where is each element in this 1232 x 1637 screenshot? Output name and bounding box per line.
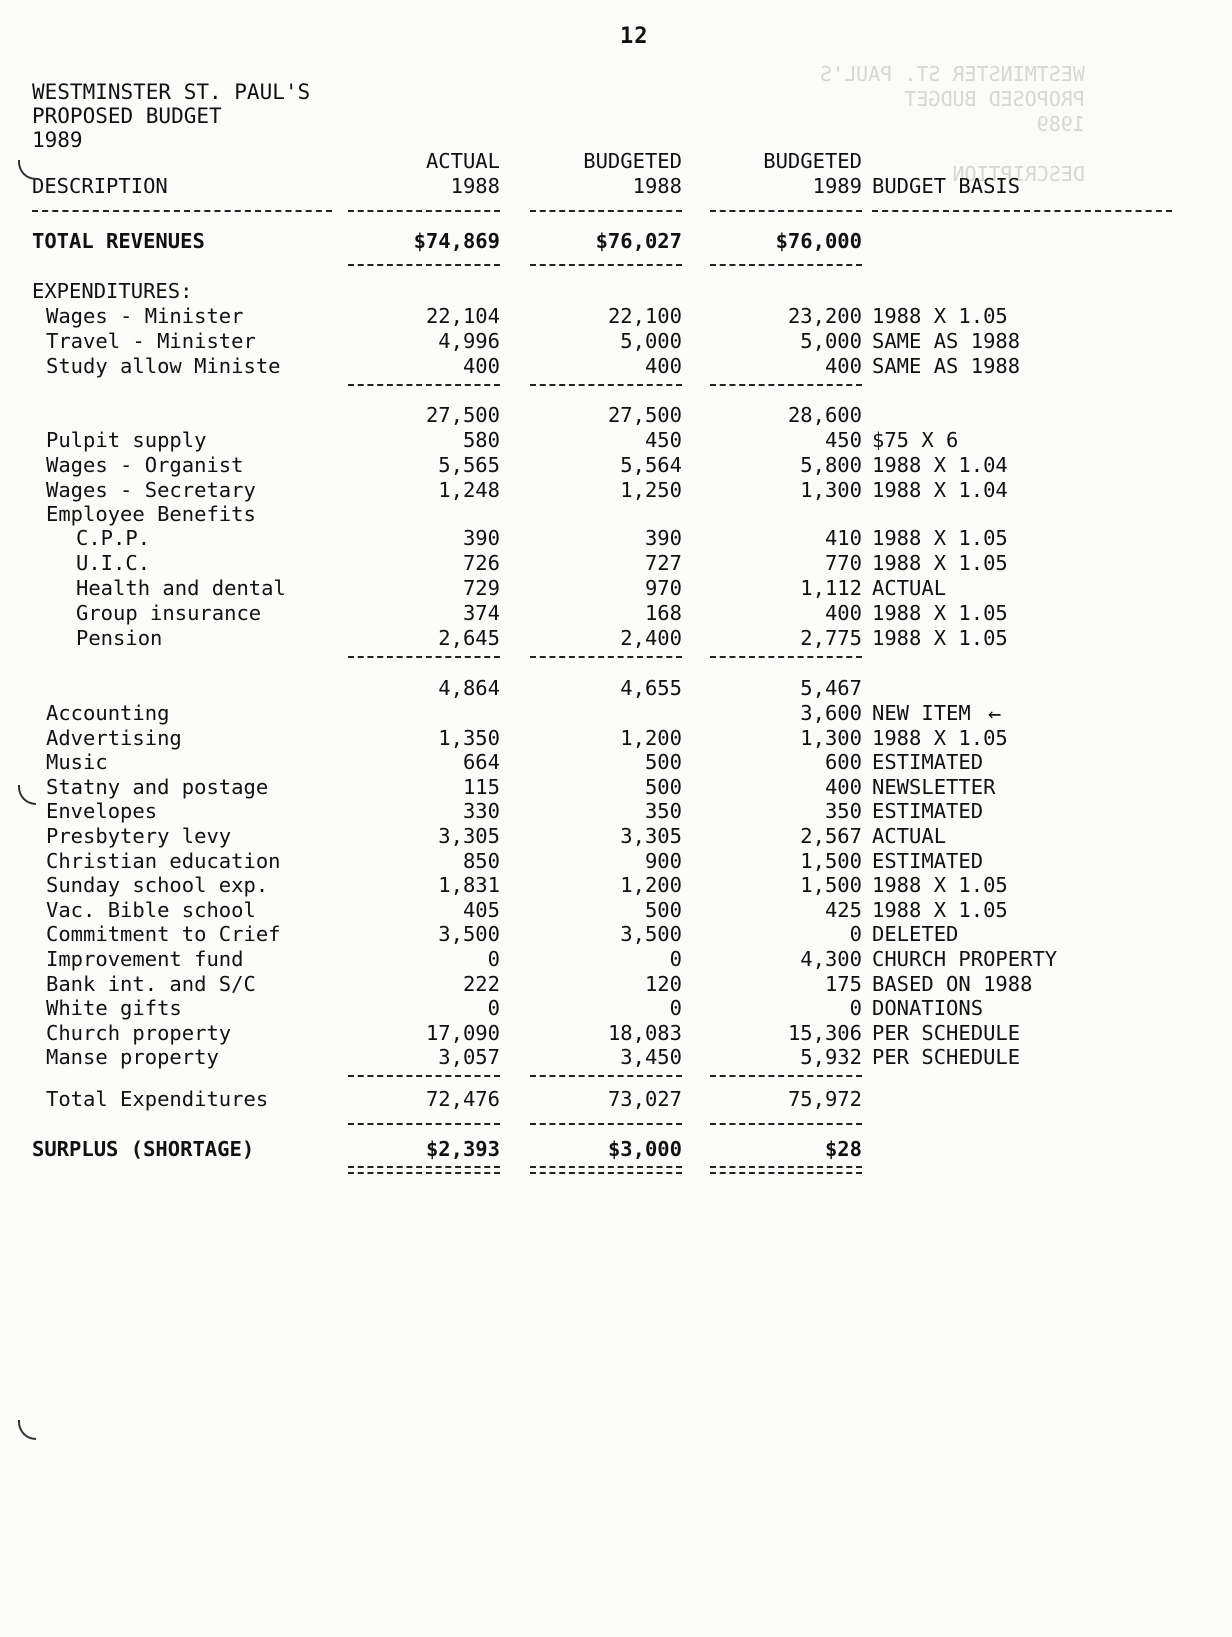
table-row	[0, 749, 1232, 775]
table-row	[0, 477, 1232, 503]
subtotal-actual-1988: 27,500	[425, 403, 500, 427]
row-actual-1988: 729	[462, 576, 500, 600]
row-label: Group insurance	[76, 601, 262, 625]
rule	[710, 656, 862, 658]
surplus-actual-1988: $2,393	[425, 1137, 500, 1161]
row-budgeted-1989: 770	[824, 551, 862, 575]
total-expenditures-label: Total Expenditures	[46, 1087, 269, 1111]
row-basis: PER SCHEDULE	[872, 1020, 1021, 1045]
row-label: Study allow Ministe	[46, 354, 281, 378]
row-actual-1988: 3,305	[438, 824, 500, 848]
row-budgeted-1988: 18,083	[607, 1020, 682, 1045]
row-actual-1988: 2,645	[438, 626, 500, 650]
total-revenues-row	[0, 228, 1232, 254]
subtotal-budgeted-1988: 4,655	[620, 676, 682, 700]
table-row	[0, 525, 1232, 551]
table-row	[0, 575, 1232, 601]
rule	[710, 264, 862, 266]
row-label: Church property	[46, 1020, 232, 1045]
rule	[710, 384, 862, 386]
row-basis: 1988 X 1.04	[872, 453, 1008, 477]
row-label: U.I.C.	[76, 551, 151, 575]
row-basis: SAME AS 1988	[872, 329, 1021, 353]
row-basis: 1988 X 1.05	[872, 304, 1008, 328]
row-budgeted-1988: 390	[644, 526, 682, 550]
double-rule	[530, 1166, 682, 1168]
total-revenues-label: TOTAL REVENUES	[32, 229, 205, 253]
row-basis: 1988 X 1.05	[872, 873, 1008, 898]
double-rule	[348, 1166, 500, 1168]
total-revenues-budgeted-1989: $76,000	[775, 229, 862, 253]
row-label: Envelopes	[46, 799, 158, 824]
row-actual-1988: 17,090	[425, 1020, 500, 1045]
subtotal-budgeted-1989: 5,467	[800, 676, 862, 700]
rule	[530, 1075, 682, 1077]
row-actual-1988: 850	[462, 848, 500, 873]
header-rule-desc	[32, 210, 332, 212]
row-budgeted-1989: 1,500	[800, 848, 862, 873]
row-basis: PER SCHEDULE	[872, 1045, 1021, 1070]
row-actual-1988: 390	[462, 526, 500, 550]
surplus-budgeted-1989: $28	[824, 1137, 862, 1161]
table-row	[0, 427, 1232, 453]
row-budgeted-1989: 5,800	[800, 453, 862, 477]
row-actual-1988: 580	[462, 428, 500, 452]
left-arrow-icon: ←	[988, 702, 1002, 727]
row-actual-1988: 1,248	[438, 478, 500, 502]
header-church-name: WESTMINSTER ST. PAUL'S	[32, 80, 311, 104]
row-basis: ACTUAL	[872, 576, 947, 600]
row-basis: $75 X 6	[872, 428, 959, 452]
benefits-heading: Employee Benefits	[46, 502, 256, 526]
total-expenditures-actual-1988: 72,476	[425, 1087, 500, 1111]
row-budgeted-1989: 0	[849, 996, 862, 1021]
row-basis: 1988 X 1.05	[872, 725, 1008, 750]
col-budget-basis: BUDGET BASIS	[872, 174, 1021, 198]
row-basis: 1988 X 1.05	[872, 526, 1008, 550]
row-actual-1988: 1,831	[438, 873, 500, 898]
row-budgeted-1988: 0	[669, 947, 682, 971]
row-budgeted-1988: 1,250	[620, 478, 682, 502]
table-row	[0, 995, 1232, 1021]
row-basis: ESTIMATED	[872, 750, 984, 775]
total-expenditures-row	[0, 1086, 1232, 1112]
row-actual-1988: 222	[462, 971, 500, 996]
row-budgeted-1988: 3,500	[620, 922, 682, 947]
row-budgeted-1989: 400	[824, 774, 862, 799]
row-budgeted-1988: 500	[644, 750, 682, 775]
row-label: Presbytery levy	[46, 824, 232, 848]
row-actual-1988: 374	[462, 601, 500, 625]
table-row	[0, 452, 1232, 478]
row-label: Sunday school exp.	[46, 873, 269, 898]
row-budgeted-1989: 350	[824, 799, 862, 824]
rule	[530, 656, 682, 658]
rule	[530, 1123, 682, 1125]
subtotal-actual-1988: 4,864	[438, 676, 500, 700]
rule	[530, 384, 682, 386]
row-basis: 1988 X 1.04	[872, 478, 1008, 502]
row-budgeted-1989: 4,300	[800, 947, 862, 971]
bleed-through-decoration: WESTMINSTER ST. PAUL'S PROPOSED BUDGET 1989 DESCRIPTION	[820, 62, 1085, 186]
row-budgeted-1989: 15,306	[787, 1020, 862, 1045]
table-row	[0, 971, 1232, 997]
col-budgeted-1989-year: 1989	[812, 174, 862, 198]
expenditures-heading-row	[0, 278, 1232, 304]
row-label: Pension	[76, 626, 163, 650]
row-budgeted-1988: 1,200	[620, 725, 682, 750]
row-budgeted-1988: 500	[644, 897, 682, 922]
table-row	[0, 921, 1232, 947]
rule	[348, 656, 500, 658]
header-rule-c3	[710, 210, 862, 212]
total-expenditures-budgeted-1989: 75,972	[787, 1087, 862, 1111]
row-budgeted-1988: 400	[644, 354, 682, 378]
row-budgeted-1989: 600	[824, 750, 862, 775]
row-budgeted-1989: 0	[849, 922, 862, 947]
row-budgeted-1988: 120	[644, 971, 682, 996]
row-label: Wages - Secretary	[46, 478, 256, 502]
row-budgeted-1988: 350	[644, 799, 682, 824]
row-basis: NEWSLETTER	[872, 774, 996, 799]
benefits-subtotal-row	[0, 675, 1232, 701]
row-label: Travel - Minister	[46, 329, 256, 353]
table-row	[0, 897, 1232, 923]
rule	[710, 1075, 862, 1077]
row-basis: BASED ON 1988	[872, 971, 1033, 996]
expenditures-heading: EXPENDITURES:	[32, 279, 193, 303]
row-label: Advertising	[46, 725, 182, 750]
row-budgeted-1989: 2,567	[800, 824, 862, 848]
row-label: Accounting	[46, 701, 170, 725]
row-basis: SAME AS 1988	[872, 354, 1021, 378]
minister-subtotal-row	[0, 402, 1232, 428]
row-label: Pulpit supply	[46, 428, 207, 452]
row-basis: DELETED	[872, 922, 959, 947]
table-row	[0, 1044, 1232, 1070]
rule	[348, 1123, 500, 1125]
subtotal-budgeted-1988: 27,500	[607, 403, 682, 427]
col-budgeted-1988-top: BUDGETED	[583, 149, 682, 173]
row-budgeted-1988: 5,000	[620, 329, 682, 353]
row-budgeted-1988: 450	[644, 428, 682, 452]
row-actual-1988: 330	[462, 799, 500, 824]
row-basis: 1988 X 1.05	[872, 897, 1008, 922]
col-description: DESCRIPTION	[32, 174, 168, 198]
surplus-label: SURPLUS (SHORTAGE)	[32, 1137, 255, 1161]
row-budgeted-1989: 1,112	[800, 576, 862, 600]
row-budgeted-1988: 0	[669, 996, 682, 1021]
row-budgeted-1988: 900	[644, 848, 682, 873]
row-basis: ESTIMATED	[872, 848, 984, 873]
rule	[348, 384, 500, 386]
row-basis: NEW ITEM	[872, 701, 971, 725]
header-title: PROPOSED BUDGET	[32, 104, 222, 128]
table-row	[0, 798, 1232, 824]
row-label: Wages - Organist	[46, 453, 244, 477]
row-label: Christian education	[46, 848, 281, 873]
table-row	[0, 1020, 1232, 1046]
row-label: Vac. Bible school	[46, 897, 256, 922]
header-year: 1989	[32, 128, 83, 152]
row-budgeted-1989: 2,775	[800, 626, 862, 650]
row-label: Improvement fund	[46, 947, 244, 971]
row-actual-1988: 5,565	[438, 453, 500, 477]
table-row	[0, 848, 1232, 874]
row-actual-1988: 3,057	[438, 1045, 500, 1070]
row-budgeted-1989: 400	[824, 601, 862, 625]
surplus-budgeted-1988: $3,000	[607, 1137, 682, 1161]
surplus-row	[0, 1136, 1232, 1162]
table-row	[0, 328, 1232, 354]
table-row	[0, 823, 1232, 849]
table-row	[0, 700, 1232, 726]
row-label: Bank int. and S/C	[46, 971, 256, 996]
row-label: C.P.P.	[76, 526, 151, 550]
row-budgeted-1988: 5,564	[620, 453, 682, 477]
row-budgeted-1988: 22,100	[607, 304, 682, 328]
row-actual-1988: 22,104	[425, 304, 500, 328]
row-budgeted-1988: 168	[644, 601, 682, 625]
row-basis: DONATIONS	[872, 996, 984, 1021]
punch-hole-mark	[18, 1420, 36, 1440]
table-row	[0, 872, 1232, 898]
row-budgeted-1989: 1,300	[800, 478, 862, 502]
row-budgeted-1989: 1,500	[800, 873, 862, 898]
row-basis: ACTUAL	[872, 824, 947, 848]
row-budgeted-1988: 1,200	[620, 873, 682, 898]
row-actual-1988: 3,500	[438, 922, 500, 947]
column-header-top-row	[0, 148, 1232, 174]
table-row	[0, 353, 1232, 379]
rule	[348, 1075, 500, 1077]
row-budgeted-1989: 1,300	[800, 725, 862, 750]
total-expenditures-budgeted-1988: 73,027	[607, 1087, 682, 1111]
header-rule-c1	[348, 210, 500, 212]
row-label: Statny and postage	[46, 774, 269, 799]
total-revenues-actual-1988: $74,869	[413, 229, 500, 253]
row-budgeted-1989: 3,600	[800, 701, 862, 725]
benefits-heading-row	[0, 501, 1232, 527]
table-row	[0, 303, 1232, 329]
row-label: Manse property	[46, 1045, 219, 1070]
row-budgeted-1989: 425	[824, 897, 862, 922]
row-actual-1988: 405	[462, 897, 500, 922]
row-label: Wages - Minister	[46, 304, 244, 328]
col-actual-1988-year: 1988	[450, 174, 500, 198]
col-budgeted-1988-year: 1988	[632, 174, 682, 198]
table-row	[0, 774, 1232, 800]
row-basis: ESTIMATED	[872, 799, 984, 824]
row-actual-1988: 115	[462, 774, 500, 799]
row-basis: 1988 X 1.05	[872, 626, 1008, 650]
table-row	[0, 550, 1232, 576]
row-label: Health and dental	[76, 576, 286, 600]
row-label: Commitment to Crief	[46, 922, 281, 947]
row-budgeted-1989: 400	[824, 354, 862, 378]
row-actual-1988: 0	[487, 996, 500, 1021]
row-budgeted-1988: 727	[644, 551, 682, 575]
row-label: White gifts	[46, 996, 182, 1021]
table-row	[0, 600, 1232, 626]
rule	[348, 264, 500, 266]
table-row	[0, 946, 1232, 972]
total-revenues-budgeted-1988: $76,027	[595, 229, 682, 253]
column-header-bottom-row	[0, 173, 1232, 199]
row-budgeted-1989: 175	[824, 971, 862, 996]
page-number: 12	[620, 24, 649, 49]
row-label: Music	[46, 750, 108, 775]
header-rule-c2	[530, 210, 682, 212]
row-budgeted-1989: 410	[824, 526, 862, 550]
row-budgeted-1989: 23,200	[787, 304, 862, 328]
row-actual-1988: 4,996	[438, 329, 500, 353]
rule	[530, 264, 682, 266]
table-row	[0, 725, 1232, 751]
double-rule	[710, 1166, 862, 1168]
row-budgeted-1989: 5,932	[800, 1045, 862, 1070]
row-actual-1988: 0	[487, 947, 500, 971]
subtotal-budgeted-1989: 28,600	[787, 403, 862, 427]
row-actual-1988: 1,350	[438, 725, 500, 750]
row-basis: CHURCH PROPERTY	[872, 947, 1058, 971]
row-budgeted-1988: 500	[644, 774, 682, 799]
col-actual-1988-top: ACTUAL	[425, 149, 500, 173]
row-basis: 1988 X 1.05	[872, 601, 1008, 625]
rule	[710, 1123, 862, 1125]
table-row	[0, 625, 1232, 651]
row-basis: 1988 X 1.05	[872, 551, 1008, 575]
row-budgeted-1989: 5,000	[800, 329, 862, 353]
row-actual-1988: 664	[462, 750, 500, 775]
row-budgeted-1989: 450	[824, 428, 862, 452]
row-budgeted-1988: 2,400	[620, 626, 682, 650]
header-rule-basis	[872, 210, 1172, 212]
row-budgeted-1988: 3,450	[620, 1045, 682, 1070]
document-header	[32, 80, 310, 152]
row-actual-1988: 726	[462, 551, 500, 575]
col-budgeted-1989-top: BUDGETED	[763, 149, 862, 173]
row-budgeted-1988: 3,305	[620, 824, 682, 848]
row-actual-1988: 400	[462, 354, 500, 378]
row-budgeted-1988: 970	[644, 576, 682, 600]
